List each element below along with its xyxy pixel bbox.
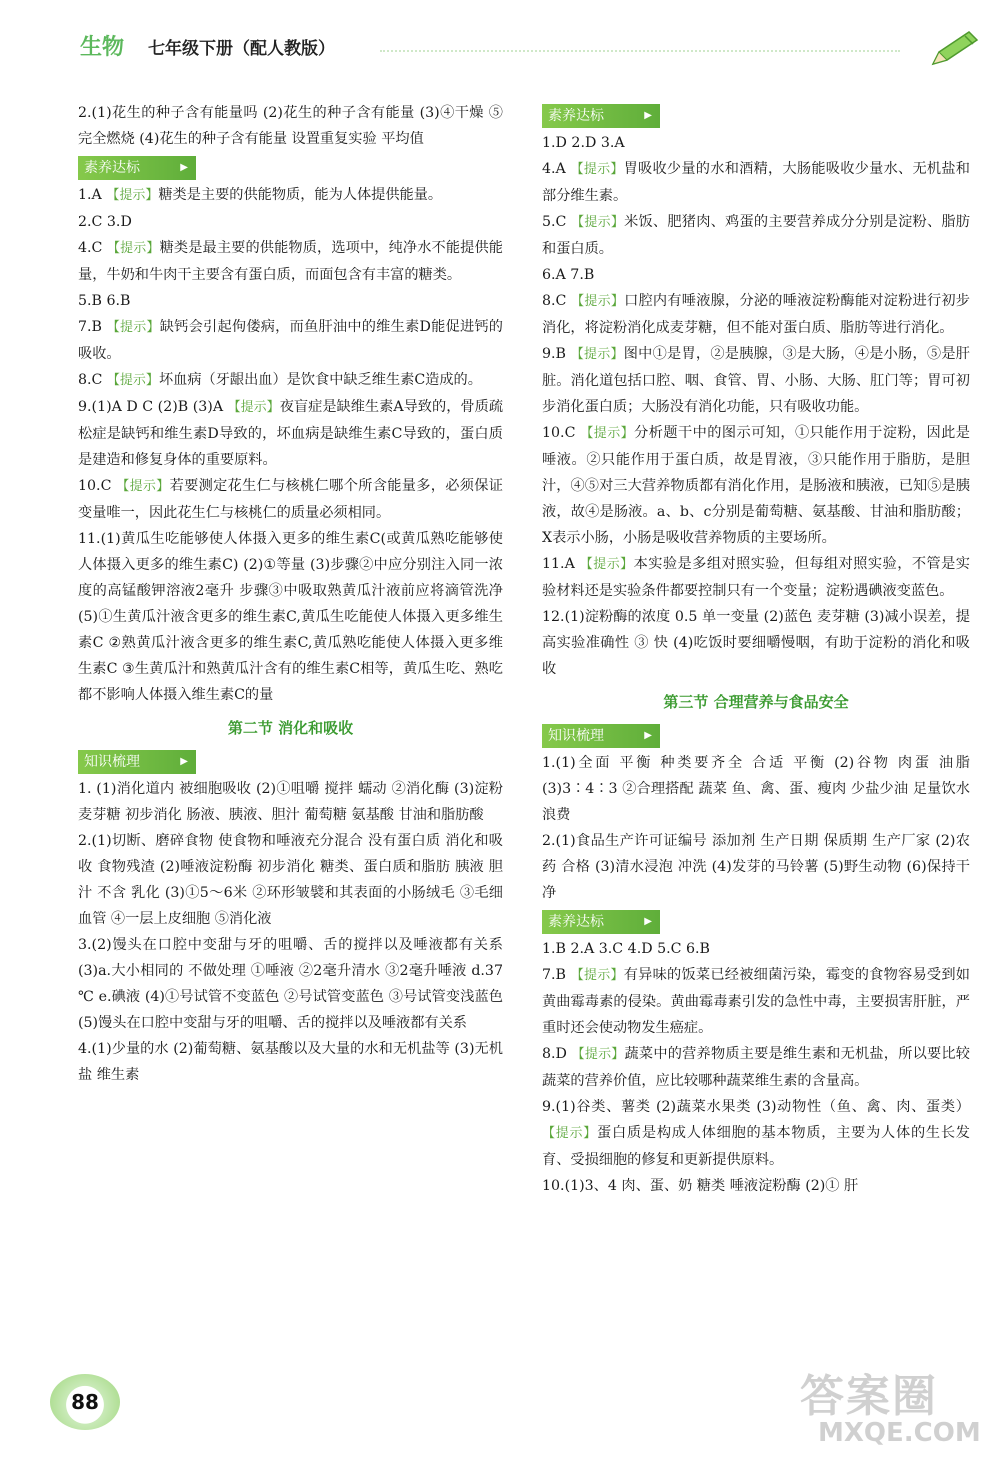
answer-lead: 4.C: [78, 240, 103, 256]
answer-item: [542, 262, 970, 288]
answer-text: 坏血病（牙龈出血）是饮食中缺乏维生素C造成的。: [158, 372, 482, 388]
hint-label: 【提示】: [107, 241, 160, 256]
answer-lead: 1.A: [78, 187, 102, 203]
section-tag: [542, 910, 660, 934]
answer-item: [78, 288, 503, 314]
answer-lead: 11.A: [542, 556, 575, 572]
answer-item: [542, 936, 970, 962]
answer-text: 米饭、肥猪肉、鸡蛋的主要营养成分分别是淀粉、脂肪和蛋白质。: [542, 214, 970, 257]
arrow-icon: ▶: [644, 730, 652, 741]
answer-text: 胃吸收少量的水和酒精，大肠能吸收少量水、无机盐和部分维生素。: [542, 161, 970, 204]
answer-lead: 4.A: [542, 161, 566, 177]
answer-text: 11.(1)黄瓜生吃能够使人体摄入更多的维生素C(或黄瓜熟吃能够使人体摄入更多的维生素C) (2)①等量 (3)步骤②中应分别注入同一浓度的高锰酸钾溶液2毫升 步骤③中吸取熟黄瓜汁液前应将滴管洗净 (5)①生黄瓜汁液含更多的维生素C,黄瓜生吃能使人体摄入更多维生素C ②熟黄瓜汁液含更多的维生素C,黄瓜熟吃能使人体摄入更多维生素C ③生黄瓜汁和熟黄瓜汁含有的维生素C相等，黄瓜生吃、熟吃都不影响人体摄入维生素C的量: [78, 531, 503, 703]
answer-text: 1.(1)全面 平衡 种类要齐全 合适 平衡 (2)谷物 肉蛋 油脂 (3)3∶4∶3 ②合理搭配 蔬菜 鱼、禽、蛋、瘦肉 少盐少油 足量饮水 浪费: [542, 755, 970, 823]
hint-label: 【提示】: [227, 400, 280, 415]
page-header: [80, 28, 960, 68]
hint-label: 【提示】: [571, 1047, 625, 1062]
section-tag: [542, 724, 660, 748]
answer-item: [78, 182, 503, 209]
header-divider: [380, 50, 900, 52]
answer-text: 夜盲症是缺维生素A导致的，骨质疏松症是缺钙和维生素D导致的，坏血病是缺维生素C导致的，蛋白质是建造和修复身体的重要原料。: [78, 399, 504, 468]
answer-item: [542, 1094, 970, 1173]
answer-lead: 7.B: [78, 319, 102, 335]
arrow-icon: ▶: [644, 110, 652, 121]
watermark-url: MXQE.COM: [818, 1418, 981, 1448]
pencil-icon: [925, 28, 985, 68]
answer-item: [542, 828, 970, 906]
answer-lead: 8.D: [542, 1046, 567, 1062]
answer-item: [78, 473, 503, 526]
page-number: 88: [50, 1374, 120, 1430]
answer-text: 口腔内有唾液腺，分泌的唾液淀粉酶能对淀粉进行初步消化，将淀粉消化成麦芽糖，但不能对蛋白质、脂肪等进行消化。: [542, 293, 970, 336]
answer-item: [78, 526, 503, 708]
tag-label: 知识梳理: [84, 754, 140, 770]
hint-label: 【提示】: [571, 294, 625, 309]
answer-lead: 8.C: [542, 293, 567, 309]
section-title: 第二节 消化和吸收: [227, 719, 354, 737]
tag-label: 素养达标: [548, 914, 604, 930]
hint-label: 【提示】: [570, 968, 624, 983]
answer-item: [542, 156, 970, 209]
answer-lead: 7.B: [542, 967, 566, 983]
answer-item: [542, 288, 970, 341]
answer-lead: 9.(1)谷类、薯类 (2)蔬菜水果类 (3)动物性（鱼、禽、肉、蛋类）: [542, 1099, 970, 1115]
answer-item: [542, 604, 970, 682]
answer-item: [78, 367, 503, 394]
hint-label: 【提示】: [116, 479, 170, 494]
answer-text: 若要测定花生仁与核桃仁哪个所含能量多，必须保证变量唯一，因此花生仁与核桃仁的质量必须相同。: [78, 478, 503, 521]
answer-item: [78, 235, 503, 288]
section-tag: [78, 156, 196, 180]
section-tag: [542, 104, 660, 128]
hint-label: 【提示】: [106, 320, 160, 335]
hint-label: 【提示】: [580, 426, 635, 441]
answer-item: [542, 551, 970, 604]
hint-label: 【提示】: [542, 1126, 598, 1141]
answer-text: 2.(1)食品生产许可证编号 添加剂 生产日期 保质期 生产厂家 (2)农药 合格 (3)清水浸泡 冲洗 (4)发芽的马铃薯 (5)野生动物 (6)保持干净: [542, 833, 970, 901]
answer-text: 6.A 7.B: [542, 267, 595, 283]
answer-item: [542, 1041, 970, 1094]
answer-lead: 9.(1)A D C (2)B (3)A: [78, 399, 224, 415]
answer-text: 图中①是胃，②是胰腺，③是大肠，④是小肠，⑤是肝脏。消化道包括口腔、咽、食管、胃、小肠、大肠、肛门等；胃可初步消化蛋白质；大肠没有消化功能，只有吸收功能。: [542, 346, 970, 415]
hint-label: 【提示】: [571, 215, 625, 230]
answer-text: 5.B 6.B: [78, 293, 131, 309]
answer-item: [78, 776, 503, 828]
hint-label: 【提示】: [106, 188, 159, 203]
answer-text: 2.(1)切断、磨碎食物 使食物和唾液充分混合 没有蛋白质 消化和吸收 食物残渣 (2)唾液淀粉酶 初步消化 糖类、蛋白质和脂肪 胰液 胆汁 不含 乳化 (3)①5～6米 ②环形皱襞和其表面的小肠绒毛 ③毛细血管 ④一层上皮细胞 ⑤消化液: [78, 833, 503, 927]
answer-item: [542, 1173, 970, 1199]
answer-item: [542, 341, 970, 420]
watermark-logo: 答案圈: [800, 1371, 938, 1422]
answer-text: 1. (1)消化道内 被细胞吸收 (2)①咀嚼 搅拌 蠕动 ②消化酶 (3)淀粉 麦芽糖 初步消化 肠液、胰液、胆汁 葡萄糖 氨基酸 甘油和脂肪酸: [78, 781, 503, 823]
answer-text: 10.(1)3、4 肉、蛋、奶 糖类 唾液淀粉酶 (2)① 肝: [542, 1178, 859, 1194]
arrow-icon: ▶: [180, 756, 188, 767]
answer-text: 4.(1)少量的水 (2)葡萄糖、氨基酸以及大量的水和无机盐等 (3)无机盐 维生素: [78, 1041, 503, 1083]
answer-item: [78, 314, 503, 367]
answer-item: [542, 420, 970, 551]
arrow-icon: ▶: [180, 162, 188, 173]
answer-item: [542, 130, 970, 156]
answer-lead: 10.C: [78, 478, 112, 494]
answer-text: 1.B 2.A 3.C 4.D 5.C 6.B: [542, 941, 710, 957]
hint-label: 【提示】: [106, 373, 159, 388]
subject-label: 生物: [80, 35, 125, 60]
answer-item: [78, 100, 503, 152]
hint-label: 【提示】: [570, 162, 624, 177]
answer-text: 蛋白质是构成人体细胞的基本物质，主要为人体的生长发育、受损细胞的修复和更新提供原料。: [542, 1125, 970, 1168]
hint-label: 【提示】: [579, 557, 634, 572]
answer-item: [542, 750, 970, 828]
answer-text: 1.D 2.D 3.A: [542, 135, 625, 151]
arrow-icon: ▶: [644, 916, 652, 927]
answer-item: [78, 828, 503, 932]
book-title: 七年级下册（配人教版）: [148, 39, 335, 59]
tag-label: 素养达标: [548, 108, 604, 124]
answer-item: [78, 1036, 503, 1088]
answer-item: [78, 932, 503, 1036]
answer-item: [542, 209, 970, 262]
answer-text: 糖类是主要的供能物质，能为人体提供能量。: [158, 187, 443, 203]
answer-lead: 9.B: [542, 346, 566, 362]
tag-label: 素养达标: [84, 160, 140, 176]
answer-text: 缺钙会引起佝偻病，而鱼肝油中的维生素D能促进钙的吸收。: [78, 319, 503, 362]
answer-text: 2.(1)花生的种子含有能量吗 (2)花生的种子含有能量 (3)④干燥 ⑤完全燃烧 (4)花生的种子含有能量 设置重复实验 平均值: [78, 105, 503, 147]
answer-item: [78, 209, 503, 235]
answer-text: 12.(1)淀粉酶的浓度 0.5 单一变量 (2)蓝色 麦芽糖 (3)减小误差，提高实验准确性 ③ 快 (4)吃饭时要细嚼慢咽，有助于淀粉的消化和吸收: [542, 609, 970, 677]
hint-label: 【提示】: [570, 347, 624, 362]
section-title: 第三节 合理营养与食品安全: [663, 693, 849, 711]
answer-text: 糖类是最主要的供能物质，选项中，纯净水不能提供能量，牛奶和牛肉干主要含有蛋白质，而面包含有丰富的糖类。: [78, 240, 503, 283]
answer-text: 分析题干中的图示可知，①只能作用于淀粉，因此是唾液。②只能作用于蛋白质，故是胃液，③只能作用于脂肪，是胆汁，④⑤对三大营养物质都有消化作用，是肠液和胰液，已知⑤是胰液，故④是肠液。a、b、c分别是葡萄糖、氨基酸、甘油和脂肪酸；X表示小肠，小肠是吸收营养物质的主要场所。: [542, 425, 970, 546]
right-column: [542, 100, 970, 1199]
answer-text: 本实验是多组对照实验，但每组对照实验，不管是实验材料还是实验条件都要控制只有一个变量；淀粉遇碘液变蓝色。: [542, 556, 970, 599]
answer-lead: 10.C: [542, 425, 576, 441]
answer-item: [78, 394, 503, 473]
answer-text: 2.C 3.D: [78, 214, 132, 230]
tag-label: 知识梳理: [548, 728, 604, 744]
answer-text: 3.(2)馒头在口腔中变甜与牙的咀嚼、舌的搅拌以及唾液都有关系 (3)a.大小相同的 不做处理 ①唾液 ②2毫升清水 ③2毫升唾液 d.37 ℃ e.碘液 (4)①号试管不变蓝色 ②号试管变蓝色 ③号试管变浅蓝色 (5)馒头在口腔中变甜与牙的咀嚼、舌的搅拌以及唾液都有关系: [78, 937, 503, 1031]
answer-text: 蔬菜中的营养物质主要是维生素和无机盐，所以要比较蔬菜的营养价值，应比较哪种蔬菜维生素的含量高。: [542, 1046, 970, 1089]
answer-lead: 5.C: [542, 214, 567, 230]
answer-item: [542, 962, 970, 1041]
answer-text: 有异味的饭菜已经被细菌污染，霉变的食物容易受到如黄曲霉毒素的侵染。黄曲霉毒素引发的急性中毒，主要损害肝脏，严重时还会使动物发生癌症。: [542, 967, 970, 1036]
left-column: [78, 100, 503, 1088]
answer-lead: 8.C: [78, 372, 103, 388]
section-tag: [78, 750, 196, 774]
